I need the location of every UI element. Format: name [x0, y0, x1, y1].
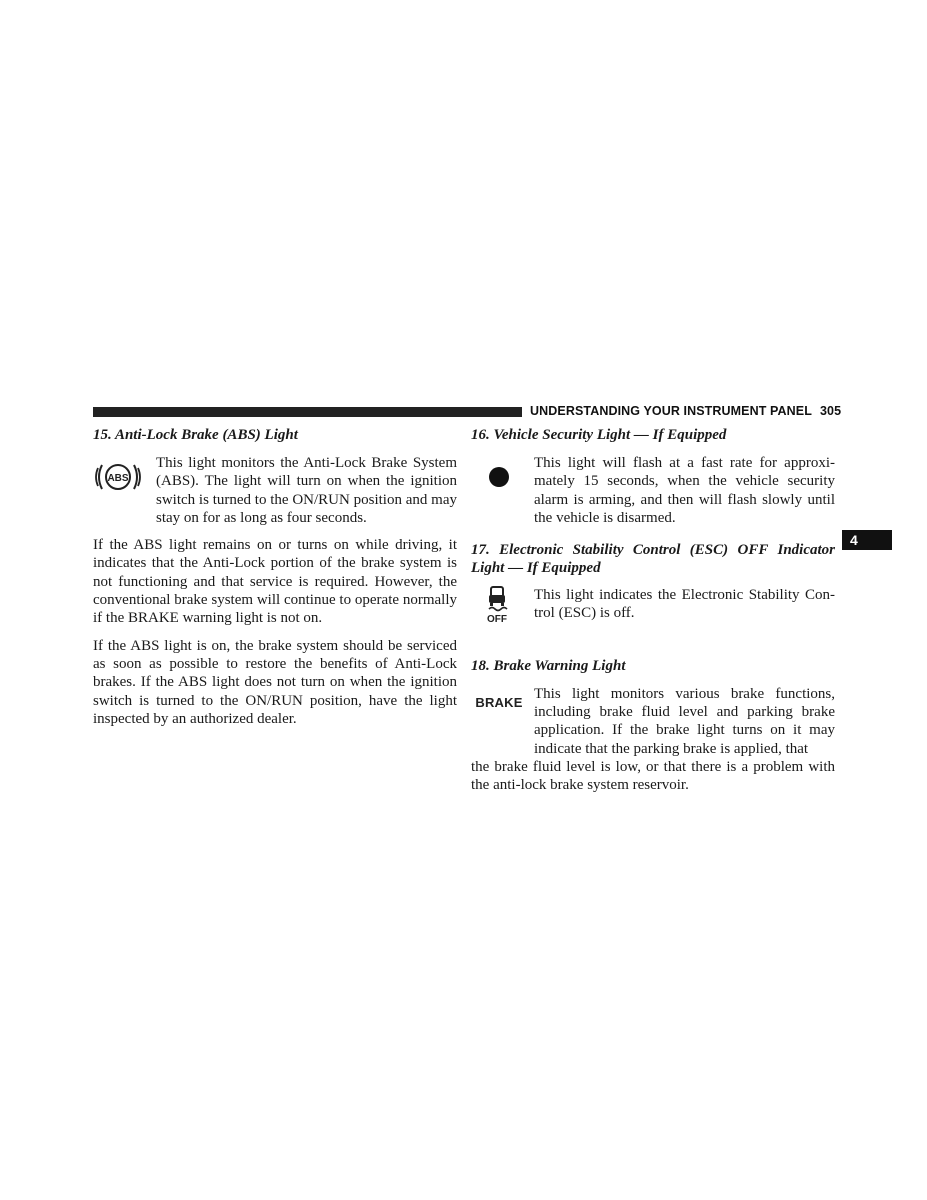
right-column: [471, 426, 835, 795]
item-17-heading: 17. Electronic Stability Control (ESC) OFF Indicator Light — If Equipped: [471, 542, 835, 577]
item-16-text: This light will flash at a fast rate for approximately 15 seconds, when the vehicle security alarm is arming, and then will flash slowly until the vehicle is disarmed.: [534, 455, 835, 526]
security-dot-icon: [471, 454, 527, 500]
item-18-text: This light monitors various brake functions, including brake fluid level and parking brake application. If the brake light turns on it may indicate that the parking brake is applied, that: [534, 685, 835, 757]
brake-warning-icon: [471, 691, 527, 715]
page-number: 305: [819, 404, 842, 418]
header-rule: [93, 407, 522, 417]
section-title: UNDERSTANDING YOUR INSTRUMENT PANEL: [530, 404, 812, 418]
item-15-intro-block: [93, 454, 457, 527]
item-17-block: [471, 586, 835, 626]
item-15-paragraph-1: If the ABS light remains on or turns on while driving, it indicates that the Anti-Lock portion of the brake system is not functioning and that service is required. However, the conventional brake system will continue to operate normally if the BRAKE warning light is not on.: [93, 537, 457, 627]
item-15-paragraph-2: If the ABS light is on, the brake system should be serviced as soon as possible to restore the benefits of Anti-Lock brakes. If the ABS light does not turn on when the ignition switch is turned to the ON/RUN position, have the light inspected by an authorized dealer.: [93, 637, 457, 727]
item-15-heading: 15. Anti-Lock Brake (ABS) Light: [93, 427, 298, 443]
esc-off-icon-text: OFF: [487, 614, 507, 626]
abs-icon-text: ABS: [107, 473, 129, 484]
item-18-heading: 18. Brake Warning Light: [471, 657, 626, 674]
item-16-heading: 16. Vehicle Security Light — If Equipped: [471, 427, 727, 443]
item-17-text: This light indicates the Electronic Stability Control (ESC) is off.: [534, 587, 835, 622]
item-18-block: [471, 685, 835, 758]
chapter-tab: 4: [842, 530, 892, 550]
left-column: [93, 426, 457, 728]
abs-warning-icon: [93, 454, 143, 500]
brake-icon-text: BRAKE: [475, 695, 523, 711]
item-18-text-continued: the brake fluid level is low, or that there is a problem with the anti-lock brake system reservoir.: [471, 758, 835, 794]
running-header: [530, 404, 842, 418]
item-15-intro: This light monitors the Anti-Lock Brake System (ABS). The light will turn on when the ignition switch is turned to the ON/RUN position and may stay on for as long as four seconds.: [156, 455, 457, 526]
esc-off-icon: [471, 584, 523, 626]
item-16-block: [471, 454, 835, 527]
